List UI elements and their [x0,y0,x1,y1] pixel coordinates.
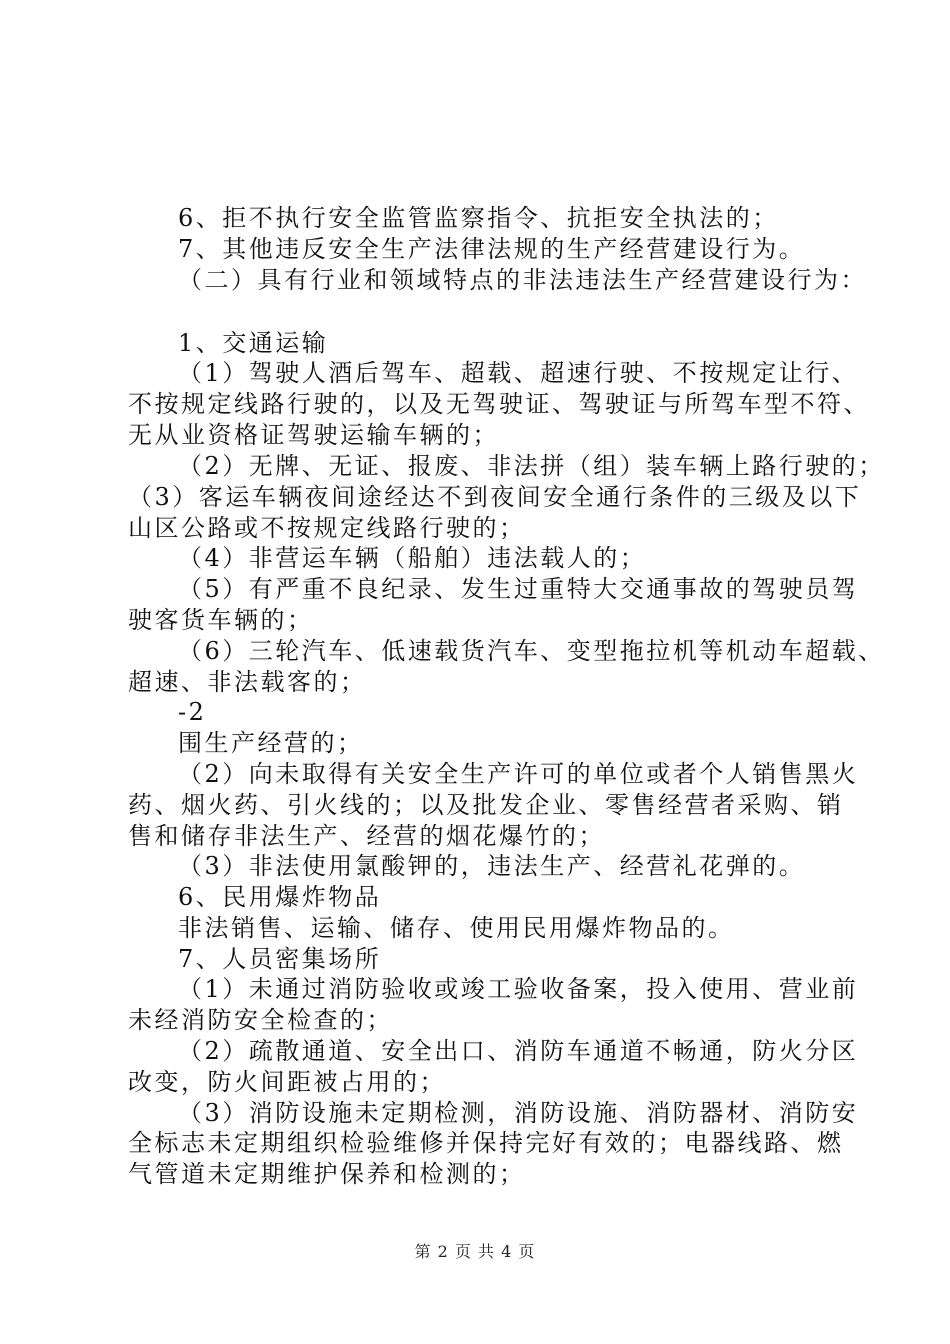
page-footer: 第 2 页 共 4 页 [414,1242,536,1261]
text-line: （4）非营运车辆（船舶）违法载人的； [178,544,647,572]
text-line: （二）具有行业和领域特点的非法违法生产经营建设行为： [178,266,867,294]
text-line: （2）向未取得有关安全生产许可的单位或者个人销售黑火 [178,760,859,788]
text-line: 药、烟火药、引火线的；以及批发企业、零售经营者采购、销 [128,791,844,819]
text-line: 6、拒不执行安全监管监察指令、抗拒安全执法的； [178,204,779,232]
text-line: （6）三轮汽车、低速载货汽车、变型拖拉机等机动车超载、 [178,637,885,665]
text-line: （5）有严重不良纪录、发生过重特大交通事故的驾驶员驾 [178,575,859,603]
text-line: （2）无牌、无证、报废、非法拼（组）装车辆上路行驶的； [178,452,885,480]
text-line: （3）消防设施未定期检测，消防设施、消防器材、消防安 [178,1099,859,1127]
text-line: 非法销售、运输、储存、使用民用爆炸物品的。 [178,914,735,942]
text-line: （2）疏散通道、安全出口、消防车通道不畅通，防火分区 [178,1037,859,1065]
text-line: 围生产经营的； [178,729,364,757]
text-line: （3）客运车辆夜间途经达不到夜间安全通行条件的三级及以下 [128,483,862,511]
page-marker: -2 [178,698,207,726]
text-line: （1）未通过消防验收或竣工验收备案，投入使用、营业前 [178,975,859,1003]
text-line: （3）非法使用氯酸钾的，违法生产、经营礼花弹的。 [178,852,806,880]
text-line: 超速、非法载客的； [128,668,367,696]
text-line: 无从业资格证驾驶运输车辆的； [128,421,499,449]
text-line: 未经消防安全检查的； [128,1006,393,1034]
text-line: 不按规定线路行驶的，以及无驾驶证、驾驶证与所驾车型不符、 [128,390,870,418]
text-line: 改变，防火间距被占用的； [128,1068,446,1096]
section-heading: 1、交通运输 [178,329,329,357]
text-line: 全标志未定期组织检验维修并保持完好有效的；电器线路、燃 [128,1129,844,1157]
text-line: 山区公路或不按规定线路行驶的； [128,514,526,542]
text-line: 7、其他违反安全生产法律法规的生产经营建设行为。 [178,235,806,263]
section-heading: 6、民用爆炸物品 [178,883,382,911]
text-line: 售和储存非法生产、经营的烟花爆竹的； [128,822,605,850]
text-line: （1）驾驶人酒后驾车、超载、超速行驶、不按规定让行、 [178,359,859,387]
section-heading: 7、人员密集场所 [178,945,382,973]
text-line: 气管道未定期维护保养和检测的； [128,1160,526,1188]
text-line: 驶客货车辆的； [128,606,314,634]
